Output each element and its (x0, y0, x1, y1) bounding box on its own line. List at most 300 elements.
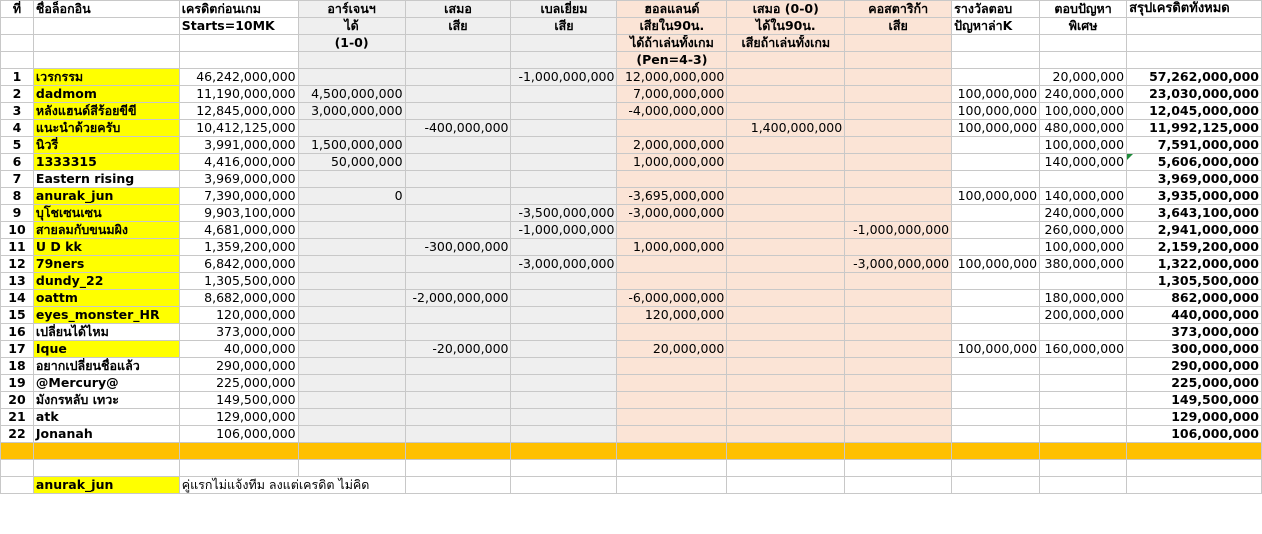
credit-cell[interactable]: 6,842,000,000 (179, 256, 298, 273)
hol-cell[interactable]: 1,000,000,000 (617, 154, 727, 171)
bel-cell[interactable] (511, 375, 617, 392)
row-number[interactable]: 11 (1, 239, 34, 256)
draw1-cell[interactable] (405, 392, 511, 409)
hol-cell[interactable]: 120,000,000 (617, 307, 727, 324)
blank-cell[interactable] (617, 460, 727, 477)
bel-cell[interactable]: -1,000,000,000 (511, 222, 617, 239)
credit-cell[interactable]: 11,190,000,000 (179, 86, 298, 103)
total-cell[interactable]: 129,000,000 (1127, 409, 1262, 426)
special-cell[interactable]: 100,000,000 (1040, 239, 1127, 256)
footer-cell[interactable] (1040, 477, 1127, 494)
bel-cell[interactable] (511, 392, 617, 409)
header-draw1[interactable] (405, 35, 511, 52)
total-cell[interactable]: 5,606,000,000 (1127, 154, 1262, 171)
reward-cell[interactable] (952, 171, 1040, 188)
bel-cell[interactable] (511, 426, 617, 443)
row-number[interactable]: 4 (1, 120, 34, 137)
special-cell[interactable] (1040, 375, 1127, 392)
reward-cell[interactable] (952, 205, 1040, 222)
total-cell[interactable]: 7,591,000,000 (1127, 137, 1262, 154)
hol-cell[interactable] (617, 358, 727, 375)
cos-cell[interactable] (845, 375, 952, 392)
bel-cell[interactable] (511, 290, 617, 307)
cos-cell[interactable] (845, 103, 952, 120)
footer-cell[interactable] (1127, 477, 1262, 494)
row-number[interactable]: 22 (1, 426, 34, 443)
bel-cell[interactable] (511, 409, 617, 426)
header-no[interactable]: ที่ (1, 1, 34, 18)
login-name-cell[interactable]: Ique (33, 341, 179, 358)
header-no[interactable] (1, 35, 34, 52)
arg-cell[interactable] (298, 375, 405, 392)
row-number[interactable]: 10 (1, 222, 34, 239)
hol-cell[interactable]: -3,695,000,000 (617, 188, 727, 205)
header-costarica[interactable]: เสีย (845, 18, 952, 35)
blank-cell[interactable] (1127, 460, 1262, 477)
login-name-cell[interactable]: 79ners (33, 256, 179, 273)
footer-cell[interactable] (952, 477, 1040, 494)
cos-cell[interactable] (845, 273, 952, 290)
bel-cell[interactable] (511, 86, 617, 103)
draw1-cell[interactable]: -400,000,000 (405, 120, 511, 137)
header-login[interactable]: ชื่อล็อกอิน (33, 1, 179, 18)
header-costarica[interactable] (845, 52, 952, 69)
arg-cell[interactable]: 1,500,000,000 (298, 137, 405, 154)
cos-cell[interactable] (845, 426, 952, 443)
reward-cell[interactable] (952, 409, 1040, 426)
draw2-cell[interactable] (727, 273, 845, 290)
credit-cell[interactable]: 106,000,000 (179, 426, 298, 443)
credit-cell[interactable]: 3,969,000,000 (179, 171, 298, 188)
login-name-cell[interactable]: dundy_22 (33, 273, 179, 290)
login-name-cell[interactable]: U D kk (33, 239, 179, 256)
special-cell[interactable]: 260,000,000 (1040, 222, 1127, 239)
login-name-cell[interactable]: หลังแฮนด์สีร้อยขีขี (33, 103, 179, 120)
header-draw1[interactable]: เสมอ (405, 1, 511, 18)
reward-cell[interactable] (952, 222, 1040, 239)
bel-cell[interactable] (511, 154, 617, 171)
header-costarica[interactable] (845, 35, 952, 52)
row-number[interactable]: 5 (1, 137, 34, 154)
login-name-cell[interactable]: dadmom (33, 86, 179, 103)
login-name-cell[interactable]: 1333315 (33, 154, 179, 171)
header-argentina[interactable]: อาร์เจนฯ (298, 1, 405, 18)
bel-cell[interactable] (511, 103, 617, 120)
row-number[interactable]: 12 (1, 256, 34, 273)
hol-cell[interactable]: 7,000,000,000 (617, 86, 727, 103)
credit-cell[interactable]: 129,000,000 (179, 409, 298, 426)
hol-cell[interactable]: 20,000,000 (617, 341, 727, 358)
row-number[interactable]: 19 (1, 375, 34, 392)
cos-cell[interactable] (845, 324, 952, 341)
draw2-cell[interactable] (727, 392, 845, 409)
special-cell[interactable] (1040, 324, 1127, 341)
draw2-cell[interactable] (727, 324, 845, 341)
special-cell[interactable]: 100,000,000 (1040, 103, 1127, 120)
draw2-cell[interactable] (727, 256, 845, 273)
special-cell[interactable] (1040, 409, 1127, 426)
row-number[interactable]: 7 (1, 171, 34, 188)
hol-cell[interactable] (617, 256, 727, 273)
arg-cell[interactable] (298, 392, 405, 409)
footer-blank[interactable] (1, 477, 34, 494)
special-cell[interactable]: 100,000,000 (1040, 137, 1127, 154)
header-draw1[interactable] (405, 52, 511, 69)
header-argentina[interactable]: (1-0) (298, 35, 405, 52)
reward-cell[interactable] (952, 290, 1040, 307)
draw2-cell[interactable] (727, 409, 845, 426)
login-name-cell[interactable]: anurak_jun (33, 188, 179, 205)
total-cell[interactable]: 300,000,000 (1127, 341, 1262, 358)
draw1-cell[interactable] (405, 137, 511, 154)
credit-cell[interactable]: 1,305,500,000 (179, 273, 298, 290)
draw2-cell[interactable] (727, 69, 845, 86)
total-cell[interactable]: 290,000,000 (1127, 358, 1262, 375)
special-cell[interactable] (1040, 358, 1127, 375)
draw1-cell[interactable] (405, 256, 511, 273)
login-name-cell[interactable]: Jonanah (33, 426, 179, 443)
header-belgium[interactable]: เบลเยี่ยม (511, 1, 617, 18)
draw1-cell[interactable]: -300,000,000 (405, 239, 511, 256)
bel-cell[interactable]: -3,000,000,000 (511, 256, 617, 273)
footer-cell[interactable] (845, 477, 952, 494)
cos-cell[interactable] (845, 392, 952, 409)
row-number[interactable]: 3 (1, 103, 34, 120)
reward-cell[interactable]: 100,000,000 (952, 341, 1040, 358)
draw2-cell[interactable] (727, 290, 845, 307)
credit-cell[interactable]: 120,000,000 (179, 307, 298, 324)
draw1-cell[interactable] (405, 171, 511, 188)
bel-cell[interactable] (511, 120, 617, 137)
special-cell[interactable]: 480,000,000 (1040, 120, 1127, 137)
reward-cell[interactable]: 100,000,000 (952, 120, 1040, 137)
row-number[interactable]: 15 (1, 307, 34, 324)
row-number[interactable]: 1 (1, 69, 34, 86)
arg-cell[interactable] (298, 239, 405, 256)
total-cell[interactable]: 2,159,200,000 (1127, 239, 1262, 256)
draw2-cell[interactable] (727, 188, 845, 205)
header-credit[interactable] (179, 35, 298, 52)
login-name-cell[interactable]: atk (33, 409, 179, 426)
reward-cell[interactable] (952, 324, 1040, 341)
total-cell[interactable]: 106,000,000 (1127, 426, 1262, 443)
total-cell[interactable]: 862,000,000 (1127, 290, 1262, 307)
login-name-cell[interactable]: สายลมกับขนมผิง (33, 222, 179, 239)
draw1-cell[interactable] (405, 205, 511, 222)
total-cell[interactable]: 23,030,000,000 (1127, 86, 1262, 103)
total-cell[interactable]: 12,045,000,000 (1127, 103, 1262, 120)
cos-cell[interactable] (845, 188, 952, 205)
row-number[interactable]: 21 (1, 409, 34, 426)
login-name-cell[interactable]: อยากเปลี่ยนชื่อแล้ว (33, 358, 179, 375)
reward-cell[interactable] (952, 137, 1040, 154)
draw1-cell[interactable] (405, 69, 511, 86)
header-credit[interactable]: เครดิตก่อนเกม (179, 1, 298, 18)
reward-cell[interactable]: 100,000,000 (952, 188, 1040, 205)
total-cell[interactable]: 3,969,000,000 (1127, 171, 1262, 188)
draw2-cell[interactable] (727, 307, 845, 324)
special-cell[interactable]: 20,000,000 (1040, 69, 1127, 86)
bel-cell[interactable] (511, 273, 617, 290)
total-cell[interactable]: 57,262,000,000 (1127, 69, 1262, 86)
total-cell[interactable]: 11,992,125,000 (1127, 120, 1262, 137)
blank-cell[interactable] (952, 460, 1040, 477)
bel-cell[interactable] (511, 137, 617, 154)
header-draw2[interactable] (727, 52, 845, 69)
draw1-cell[interactable] (405, 409, 511, 426)
cos-cell[interactable] (845, 154, 952, 171)
draw2-cell[interactable] (727, 222, 845, 239)
header-no[interactable] (1, 18, 34, 35)
blank-cell[interactable] (845, 460, 952, 477)
credit-cell[interactable]: 8,682,000,000 (179, 290, 298, 307)
login-name-cell[interactable]: @Mercury@ (33, 375, 179, 392)
cos-cell[interactable] (845, 120, 952, 137)
hol-cell[interactable]: 12,000,000,000 (617, 69, 727, 86)
special-cell[interactable]: 240,000,000 (1040, 86, 1127, 103)
row-number[interactable]: 9 (1, 205, 34, 222)
credit-cell[interactable]: 46,242,000,000 (179, 69, 298, 86)
credit-cell[interactable]: 290,000,000 (179, 358, 298, 375)
login-name-cell[interactable]: นิวรี่ (33, 137, 179, 154)
credit-cell[interactable]: 1,359,200,000 (179, 239, 298, 256)
header-reward[interactable]: ปัญหาล่าK (952, 18, 1040, 35)
header-belgium[interactable] (511, 52, 617, 69)
hol-cell[interactable]: 2,000,000,000 (617, 137, 727, 154)
header-holland[interactable]: (Pen=4-3) (617, 52, 727, 69)
bel-cell[interactable]: -1,000,000,000 (511, 69, 617, 86)
arg-cell[interactable] (298, 120, 405, 137)
login-name-cell[interactable]: เปลี่ยนได้ไหม (33, 324, 179, 341)
cos-cell[interactable] (845, 205, 952, 222)
header-summary[interactable] (1127, 18, 1262, 35)
arg-cell[interactable] (298, 273, 405, 290)
draw1-cell[interactable] (405, 358, 511, 375)
header-holland[interactable]: ได้ถ้าเล่นทั้งเกม (617, 35, 727, 52)
arg-cell[interactable]: 3,000,000,000 (298, 103, 405, 120)
reward-cell[interactable] (952, 69, 1040, 86)
row-number[interactable]: 6 (1, 154, 34, 171)
credit-cell[interactable]: 3,991,000,000 (179, 137, 298, 154)
special-cell[interactable] (1040, 273, 1127, 290)
hol-cell[interactable] (617, 273, 727, 290)
row-number[interactable]: 16 (1, 324, 34, 341)
row-number[interactable]: 13 (1, 273, 34, 290)
hol-cell[interactable] (617, 324, 727, 341)
bel-cell[interactable]: -3,500,000,000 (511, 205, 617, 222)
draw1-cell[interactable] (405, 86, 511, 103)
blank-cell[interactable] (405, 460, 511, 477)
header-special[interactable] (1040, 52, 1127, 69)
reward-cell[interactable] (952, 307, 1040, 324)
draw2-cell[interactable]: 1,400,000,000 (727, 120, 845, 137)
header-reward[interactable]: รางวัลตอบ (952, 1, 1040, 18)
reward-cell[interactable] (952, 426, 1040, 443)
header-reward[interactable] (952, 52, 1040, 69)
special-cell[interactable] (1040, 171, 1127, 188)
header-special[interactable]: ตอบปัญหา (1040, 1, 1127, 18)
draw2-cell[interactable] (727, 171, 845, 188)
hol-cell[interactable]: 1,000,000,000 (617, 239, 727, 256)
cos-cell[interactable] (845, 86, 952, 103)
bel-cell[interactable] (511, 307, 617, 324)
login-name-cell[interactable]: มังกรหลับ เทวะ (33, 392, 179, 409)
header-special[interactable] (1040, 35, 1127, 52)
reward-cell[interactable]: 100,000,000 (952, 256, 1040, 273)
total-cell[interactable]: 373,000,000 (1127, 324, 1262, 341)
header-holland[interactable]: ฮอลแลนด์ (617, 1, 727, 18)
header-reward[interactable] (952, 35, 1040, 52)
cos-cell[interactable] (845, 69, 952, 86)
cos-cell[interactable] (845, 171, 952, 188)
credit-cell[interactable]: 4,416,000,000 (179, 154, 298, 171)
footer-cell[interactable] (405, 477, 511, 494)
footer-note-cell[interactable]: คู่แรกไม่แจ้งทีม ลงแต่เครดิต ไม่คิด (179, 477, 405, 494)
total-cell[interactable]: 149,500,000 (1127, 392, 1262, 409)
draw1-cell[interactable] (405, 188, 511, 205)
row-number[interactable]: 14 (1, 290, 34, 307)
arg-cell[interactable] (298, 358, 405, 375)
draw1-cell[interactable] (405, 273, 511, 290)
header-summary[interactable] (1127, 52, 1262, 69)
blank-cell[interactable] (511, 460, 617, 477)
login-name-cell[interactable]: eyes_monster_HR (33, 307, 179, 324)
reward-cell[interactable] (952, 239, 1040, 256)
arg-cell[interactable] (298, 205, 405, 222)
header-login[interactable] (33, 18, 179, 35)
draw2-cell[interactable] (727, 358, 845, 375)
login-name-cell[interactable]: แนะนำด้วยครับ (33, 120, 179, 137)
hol-cell[interactable]: -3,000,000,000 (617, 205, 727, 222)
arg-cell[interactable] (298, 171, 405, 188)
credit-cell[interactable]: 373,000,000 (179, 324, 298, 341)
footer-name-cell[interactable]: anurak_jun (33, 477, 179, 494)
cos-cell[interactable]: -3,000,000,000 (845, 256, 952, 273)
total-cell[interactable]: 1,305,500,000 (1127, 273, 1262, 290)
special-cell[interactable]: 140,000,000 (1040, 188, 1127, 205)
hol-cell[interactable] (617, 392, 727, 409)
cos-cell[interactable] (845, 358, 952, 375)
reward-cell[interactable]: 100,000,000 (952, 103, 1040, 120)
header-special[interactable]: พิเศษ (1040, 18, 1127, 35)
draw2-cell[interactable] (727, 137, 845, 154)
special-cell[interactable]: 180,000,000 (1040, 290, 1127, 307)
draw1-cell[interactable] (405, 103, 511, 120)
credit-cell[interactable]: 149,500,000 (179, 392, 298, 409)
arg-cell[interactable] (298, 69, 405, 86)
header-costarica[interactable]: คอสตาริก้า (845, 1, 952, 18)
header-belgium[interactable]: เสีย (511, 18, 617, 35)
total-cell[interactable]: 3,935,000,000 (1127, 188, 1262, 205)
bel-cell[interactable] (511, 171, 617, 188)
blank-cell[interactable] (1040, 460, 1127, 477)
special-cell[interactable]: 160,000,000 (1040, 341, 1127, 358)
arg-cell[interactable] (298, 324, 405, 341)
bel-cell[interactable] (511, 188, 617, 205)
row-number[interactable]: 8 (1, 188, 34, 205)
blank-cell[interactable] (33, 460, 179, 477)
hol-cell[interactable] (617, 375, 727, 392)
header-draw2[interactable]: เสียถ้าเล่นทั้งเกม (727, 35, 845, 52)
header-draw2[interactable]: เสมอ (0-0) (727, 1, 845, 18)
hol-cell[interactable] (617, 426, 727, 443)
credit-cell[interactable]: 10,412,125,000 (179, 120, 298, 137)
bel-cell[interactable] (511, 341, 617, 358)
draw2-cell[interactable] (727, 103, 845, 120)
draw2-cell[interactable] (727, 86, 845, 103)
bel-cell[interactable] (511, 324, 617, 341)
cos-cell[interactable] (845, 341, 952, 358)
draw2-cell[interactable] (727, 426, 845, 443)
credit-cell[interactable]: 4,681,000,000 (179, 222, 298, 239)
arg-cell[interactable]: 0 (298, 188, 405, 205)
header-belgium[interactable] (511, 35, 617, 52)
arg-cell[interactable] (298, 222, 405, 239)
hol-cell[interactable]: -4,000,000,000 (617, 103, 727, 120)
header-draw1[interactable]: เสีย (405, 18, 511, 35)
header-login[interactable] (33, 35, 179, 52)
draw1-cell[interactable] (405, 375, 511, 392)
hol-cell[interactable] (617, 409, 727, 426)
draw1-cell[interactable] (405, 154, 511, 171)
login-name-cell[interactable]: เวรกรรม (33, 69, 179, 86)
arg-cell[interactable] (298, 290, 405, 307)
header-summary[interactable]: สรุปเครดิตทั้งหมด (1127, 1, 1262, 18)
arg-cell[interactable] (298, 341, 405, 358)
login-name-cell[interactable]: Eastern rising (33, 171, 179, 188)
arg-cell[interactable] (298, 409, 405, 426)
footer-cell[interactable] (617, 477, 727, 494)
total-cell[interactable]: 225,000,000 (1127, 375, 1262, 392)
cos-cell[interactable] (845, 409, 952, 426)
header-draw2[interactable]: ได้ใน90น. (727, 18, 845, 35)
draw1-cell[interactable] (405, 307, 511, 324)
arg-cell[interactable] (298, 307, 405, 324)
draw1-cell[interactable] (405, 426, 511, 443)
footer-cell[interactable] (727, 477, 845, 494)
row-number[interactable]: 18 (1, 358, 34, 375)
arg-cell[interactable] (298, 426, 405, 443)
reward-cell[interactable] (952, 375, 1040, 392)
header-argentina[interactable]: ได้ (298, 18, 405, 35)
cos-cell[interactable] (845, 239, 952, 256)
header-login[interactable] (33, 52, 179, 69)
arg-cell[interactable]: 4,500,000,000 (298, 86, 405, 103)
special-cell[interactable]: 240,000,000 (1040, 205, 1127, 222)
draw2-cell[interactable] (727, 239, 845, 256)
cos-cell[interactable]: -1,000,000,000 (845, 222, 952, 239)
total-cell[interactable]: 440,000,000 (1127, 307, 1262, 324)
draw2-cell[interactable] (727, 154, 845, 171)
header-summary[interactable] (1127, 35, 1262, 52)
header-credit[interactable]: Starts=10MK (179, 18, 298, 35)
arg-cell[interactable]: 50,000,000 (298, 154, 405, 171)
total-cell[interactable]: 2,941,000,000 (1127, 222, 1262, 239)
reward-cell[interactable] (952, 358, 1040, 375)
reward-cell[interactable]: 100,000,000 (952, 86, 1040, 103)
special-cell[interactable]: 140,000,000 (1040, 154, 1127, 171)
row-number[interactable]: 2 (1, 86, 34, 103)
draw1-cell[interactable] (405, 222, 511, 239)
reward-cell[interactable] (952, 392, 1040, 409)
hol-cell[interactable] (617, 120, 727, 137)
cos-cell[interactable] (845, 307, 952, 324)
credit-cell[interactable]: 225,000,000 (179, 375, 298, 392)
arg-cell[interactable] (298, 256, 405, 273)
special-cell[interactable]: 380,000,000 (1040, 256, 1127, 273)
blank-cell[interactable] (727, 460, 845, 477)
blank-cell[interactable] (179, 460, 298, 477)
